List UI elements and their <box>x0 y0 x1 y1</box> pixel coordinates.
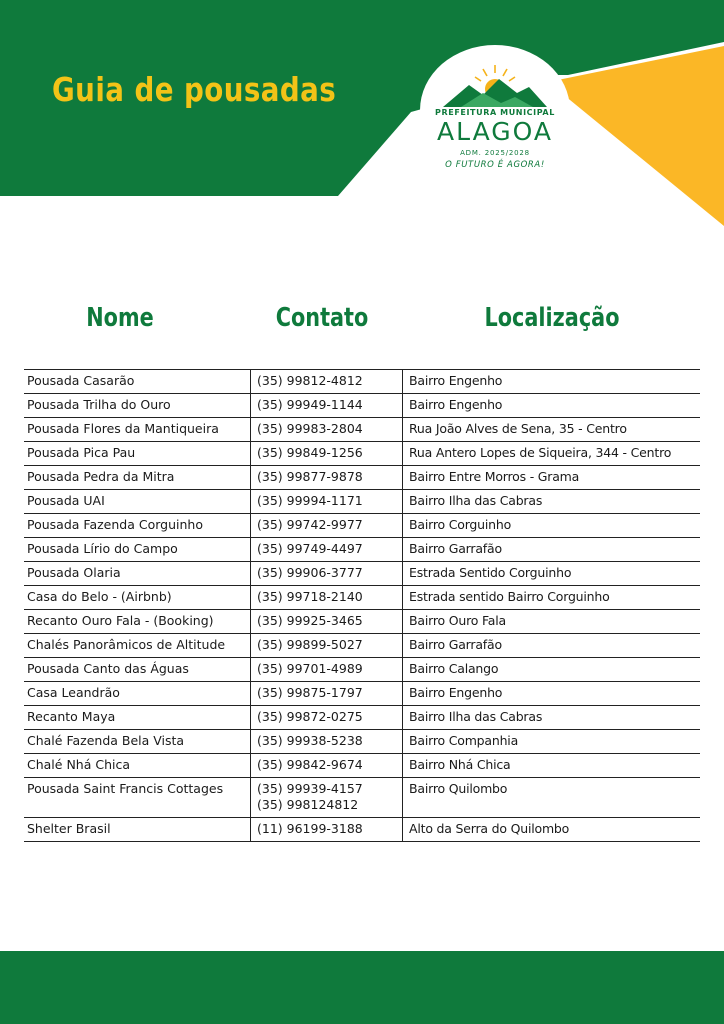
cell-nome: Recanto Maya <box>24 706 251 730</box>
logo-city-name: ALAGOA <box>437 117 553 146</box>
cell-contato: (35) 99983-2804 <box>251 418 403 442</box>
table-row <box>24 818 700 842</box>
table-row <box>24 490 700 514</box>
cell-nome: Pousada Flores da Mantiqueira <box>24 418 251 442</box>
cell-localizacao: Bairro Garrafão <box>403 634 701 658</box>
cell-contato: (11) 96199-3188 <box>251 818 403 842</box>
table-row <box>24 370 700 394</box>
cell-nome: Pousada Casarão <box>24 370 251 394</box>
cell-nome: Pousada Olaria <box>24 562 251 586</box>
cell-localizacao: Bairro Companhia <box>403 730 701 754</box>
pousadas-table <box>24 369 700 842</box>
cell-contato: (35) 99872-0275 <box>251 706 403 730</box>
cell-nome: Chalé Nhá Chica <box>24 754 251 778</box>
cell-nome: Casa do Belo - (Airbnb) <box>24 586 251 610</box>
table-row <box>24 418 700 442</box>
header-background <box>0 0 724 230</box>
table-row <box>24 778 700 818</box>
cell-contato: (35) 99849-1256 <box>251 442 403 466</box>
cell-contato: (35) 99925-3465 <box>251 610 403 634</box>
cell-localizacao: Bairro Calango <box>403 658 701 682</box>
table-row <box>24 658 700 682</box>
contato-phone-1: (35) 99939-4157 <box>257 781 363 796</box>
cell-localizacao: Bairro Entre Morros - Grama <box>403 466 701 490</box>
cell-localizacao: Bairro Quilombo <box>403 778 701 818</box>
cell-nome: Pousada Pedra da Mitra <box>24 466 251 490</box>
footer-band <box>0 951 724 1024</box>
table-row <box>24 610 700 634</box>
cell-localizacao: Rua João Alves de Sena, 35 - Centro <box>403 418 701 442</box>
cell-localizacao: Estrada sentido Bairro Corguinho <box>403 586 701 610</box>
cell-contato: (35) 99749-4497 <box>251 538 403 562</box>
cell-contato: (35) 99812-4812 <box>251 370 403 394</box>
cell-nome: Casa Leandrão <box>24 682 251 706</box>
table-row <box>24 682 700 706</box>
table-row <box>24 466 700 490</box>
table-row <box>24 754 700 778</box>
cell-contato: (35) 99906-3777 <box>251 562 403 586</box>
cell-nome: Pousada Saint Francis Cottages <box>24 778 251 818</box>
cell-localizacao: Bairro Ilha das Cabras <box>403 706 701 730</box>
column-header-contato: Contato <box>275 303 369 333</box>
cell-localizacao: Bairro Engenho <box>403 682 701 706</box>
cell-nome: Pousada Pica Pau <box>24 442 251 466</box>
cell-nome: Shelter Brasil <box>24 818 251 842</box>
table-row <box>24 514 700 538</box>
cell-nome: Pousada Lírio do Campo <box>24 538 251 562</box>
cell-nome: Pousada Fazenda Corguinho <box>24 514 251 538</box>
cell-nome: Chalés Panorâmicos de Altitude <box>24 634 251 658</box>
cell-contato: (35) 99718-2140 <box>251 586 403 610</box>
table-row <box>24 562 700 586</box>
cell-localizacao: Estrada Sentido Corguinho <box>403 562 701 586</box>
table-row <box>24 706 700 730</box>
cell-contato: (35) 99899-5027 <box>251 634 403 658</box>
cell-localizacao: Bairro Corguinho <box>403 514 701 538</box>
cell-contato: (35) 99938-5238 <box>251 730 403 754</box>
cell-contato: (35) 99949-1144 <box>251 394 403 418</box>
cell-localizacao: Bairro Ilha das Cabras <box>403 490 701 514</box>
page-title: Guia de pousadas <box>52 70 337 109</box>
cell-localizacao: Bairro Engenho <box>403 394 701 418</box>
cell-contato: (35) 99842-9674 <box>251 754 403 778</box>
cell-nome: Pousada Canto das Águas <box>24 658 251 682</box>
logo-admin-years: ADM. 2025/2028 <box>460 149 530 157</box>
table-row <box>24 538 700 562</box>
table-row <box>24 586 700 610</box>
logo-slogan: O FUTURO É AGORA! <box>445 160 545 170</box>
cell-contato: (35) 99701-4989 <box>251 658 403 682</box>
cell-localizacao: Bairro Garrafão <box>403 538 701 562</box>
cell-nome: Pousada UAI <box>24 490 251 514</box>
cell-nome: Recanto Ouro Fala - (Booking) <box>24 610 251 634</box>
cell-contato: (35) 99742-9977 <box>251 514 403 538</box>
cell-localizacao: Rua Antero Lopes de Siqueira, 344 - Centro <box>403 442 701 466</box>
column-header-localizacao: Localização <box>484 303 620 333</box>
table-row <box>24 394 700 418</box>
cell-contato <box>251 778 403 818</box>
cell-contato: (35) 99994-1171 <box>251 490 403 514</box>
cell-localizacao: Bairro Nhá Chica <box>403 754 701 778</box>
cell-localizacao: Bairro Ouro Fala <box>403 610 701 634</box>
prefeitura-logo <box>420 45 570 175</box>
logo-prefeitura-text: PREFEITURA MUNICIPAL <box>435 108 555 117</box>
cell-localizacao: Alto da Serra do Quilombo <box>403 818 701 842</box>
table-row <box>24 442 700 466</box>
table-row <box>24 730 700 754</box>
cell-nome: Chalé Fazenda Bela Vista <box>24 730 251 754</box>
cell-localizacao: Bairro Engenho <box>403 370 701 394</box>
column-header-nome: Nome <box>86 303 154 333</box>
cell-contato: (35) 99875-1797 <box>251 682 403 706</box>
mountain-sun-icon <box>443 63 547 109</box>
cell-nome: Pousada Trilha do Ouro <box>24 394 251 418</box>
contato-phone-2: (35) 998124812 <box>257 797 359 812</box>
cell-contato: (35) 99877-9878 <box>251 466 403 490</box>
table-row <box>24 634 700 658</box>
